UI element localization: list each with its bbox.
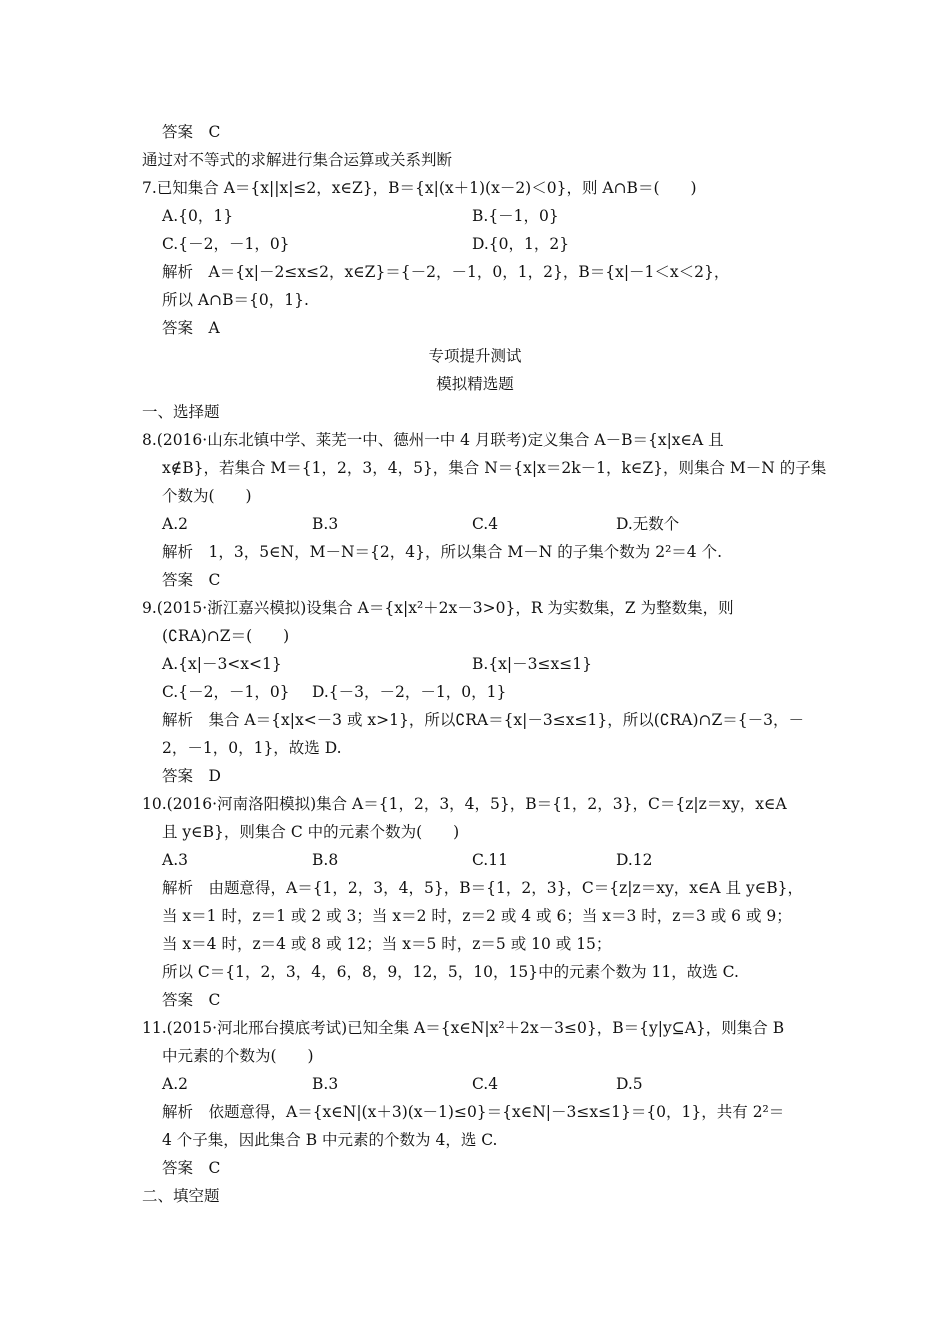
question-11-stem-cont: 中元素的个数为( ) xyxy=(162,1047,314,1065)
q10-option-a: A.3 xyxy=(162,851,188,869)
q10-option-b: B.8 xyxy=(312,851,339,869)
q8-option-a: A.2 xyxy=(162,515,188,533)
section-title: 专项提升测试 xyxy=(428,347,522,365)
q9-option-c: C.{－2，－1，0} xyxy=(162,683,290,701)
question-8-stem-end: 个数为( ) xyxy=(162,487,252,505)
question-11-stem: 11.(2015·河北邢台摸底考试)已知全集 A＝{x∈N|x²＋2x－3≤0}，B＝{y|y⊆A}，则集合 B xyxy=(142,1019,785,1037)
section-heading: 通过对不等式的求解进行集合运算或关系判断 xyxy=(142,151,453,169)
q11-option-b: B.3 xyxy=(312,1075,339,1093)
q7-option-c: C.{－2，－1，0} xyxy=(162,235,290,253)
question-9-stem: 9.(2015·浙江嘉兴模拟)设集合 A＝{x|x²＋2x－3>0}，R 为实数集，Z 为整数集，则 xyxy=(142,599,734,617)
q9-option-d: D.{－3，－2，－1，0，1} xyxy=(312,683,507,701)
q10-option-c: C.11 xyxy=(472,851,508,869)
question-9-stem-cont: (∁RA)∩Z＝( ) xyxy=(162,627,290,645)
q10-analysis-cont-1: 当 x＝1 时，z＝1 或 2 或 3；当 x＝2 时，z＝2 或 4 或 6；当 x＝3 时，z＝3 或 6 或 9； xyxy=(162,907,792,925)
q11-option-c: C.4 xyxy=(472,1075,499,1093)
q9-analysis: 解析 集合 A＝{x|x<－3 或 x>1}，所以∁RA＝{x|－3≤x≤1}，所以(∁RA)∩Z＝{－3，－ xyxy=(162,711,804,729)
q8-analysis: 解析 1，3，5∈N，M－N＝{2，4}，所以集合 M－N 的子集个数为 2²＝4 个. xyxy=(162,543,723,561)
part-heading-fill: 二、填空题 xyxy=(142,1187,220,1205)
q8-option-b: B.3 xyxy=(312,515,339,533)
q9-option-b: B.{x|－3≤x≤1} xyxy=(472,655,592,673)
q9-option-a: A.{x|－3<x<1} xyxy=(162,655,282,673)
q10-analysis-cont-2: 当 x＝4 时，z＝4 或 8 或 12；当 x＝5 时，z＝5 或 10 或 15； xyxy=(162,935,612,953)
question-8-stem: 8.(2016·山东北镇中学、莱芜一中、德州一中 4 月联考)定义集合 A－B＝{x|x∈A 且 xyxy=(142,431,724,449)
q11-analysis-cont: 4 个子集，因此集合 B 中元素的个数为 4，选 C. xyxy=(162,1131,498,1149)
q11-answer: 答案 C xyxy=(162,1159,221,1177)
q7-option-b: B.{－1，0} xyxy=(472,207,559,225)
question-7-stem: 7.已知集合 A＝{x||x|≤2，x∈Z}，B＝{x|(x＋1)(x－2)＜0}，则 A∩B＝( ) xyxy=(142,179,697,197)
answer-line: 答案 C xyxy=(162,123,221,141)
q11-option-d: D.5 xyxy=(616,1075,643,1093)
q8-answer: 答案 C xyxy=(162,571,221,589)
q11-analysis: 解析 依题意得，A＝{x∈N|(x＋3)(x－1)≤0}＝{x∈N|－3≤x≤1}＝{0，1}，共有 2²＝ xyxy=(162,1103,785,1121)
q7-answer: 答案 A xyxy=(162,319,220,337)
q7-analysis-cont: 所以 A∩B＝{0，1}. xyxy=(162,291,309,309)
q10-analysis: 解析 由题意得，A＝{1，2，3，4，5}，B＝{1，2，3}，C＝{z|z＝xy，x∈A 且 y∈B}， xyxy=(162,879,803,897)
question-10-stem-cont: 且 y∈B}，则集合 C 中的元素个数为( ) xyxy=(162,823,460,841)
q8-option-d: D.无数个 xyxy=(616,515,680,533)
section-subtitle: 模拟精选题 xyxy=(436,375,514,393)
q10-option-d: D.12 xyxy=(616,851,653,869)
question-8-stem-cont: x∉B}，若集合 M＝{1，2，3，4，5}，集合 N＝{x|x＝2k－1，k∈Z}，则集合 M－N 的子集 xyxy=(162,459,827,477)
part-heading-choice: 一、选择题 xyxy=(142,403,220,421)
q9-answer: 答案 D xyxy=(162,767,221,785)
q11-option-a: A.2 xyxy=(162,1075,188,1093)
q7-option-a: A.{0，1} xyxy=(162,207,234,225)
q9-analysis-cont: 2，－1，0，1}，故选 D. xyxy=(162,739,342,757)
q10-analysis-cont-3: 所以 C＝{1，2，3，4，6，8，9，12，5，10，15}中的元素个数为 11，故选 C. xyxy=(162,963,739,981)
question-10-stem: 10.(2016·河南洛阳模拟)集合 A＝{1，2，3，4，5}，B＝{1，2，3}，C＝{z|z＝xy，x∈A xyxy=(142,795,787,813)
q7-option-d: D.{0，1，2} xyxy=(472,235,570,253)
q8-option-c: C.4 xyxy=(472,515,499,533)
q10-answer: 答案 C xyxy=(162,991,221,1009)
q7-analysis: 解析 A＝{x|－2≤x≤2，x∈Z}＝{－2，－1，0，1，2}，B＝{x|－1＜x＜2}， xyxy=(162,263,730,281)
